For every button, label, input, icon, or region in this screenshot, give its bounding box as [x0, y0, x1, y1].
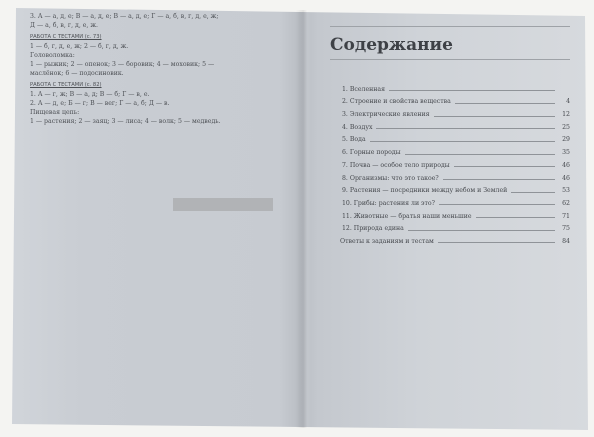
answer-line: 1 — рыжик; 2 — опенок; 3 — боровик; 4 — моховик; 5 —	[30, 61, 215, 68]
toc-entry-page: 75	[562, 225, 570, 233]
toc-leader	[454, 166, 555, 167]
answer-line: 1. А — г, ж; В — а, д; В — б; Г — в, е.	[30, 91, 150, 98]
toc-leader	[376, 128, 555, 129]
toc-entry-title: 2. Строение и свойства вещества	[342, 98, 451, 106]
toc-entry[interactable]	[330, 207, 570, 220]
toc-leader	[408, 230, 555, 231]
toc-entry[interactable]	[330, 169, 570, 182]
test-heading: РАБОТА С ТЕСТАМИ (с. 73)	[30, 34, 102, 40]
toc-entry[interactable]	[330, 156, 570, 169]
toc-entry-title: Ответы к заданиям и тестам	[340, 237, 434, 245]
toc-leader	[370, 141, 555, 142]
toc-entry-title: 11. Животные — братья наши меньшие	[342, 212, 472, 220]
toc-leader	[455, 103, 555, 104]
answer-line: 1 — растения; 2 — заяц; 3 — лиса; 4 — волк; 5 — медведь.	[30, 118, 221, 125]
toc-leader	[476, 217, 555, 218]
toc-entry-page: 53	[562, 187, 570, 195]
answer-line: 1 — б, г, д, е, ж; 2 — б, г, д, ж.	[30, 43, 129, 50]
toc-entry-title: 7. Почва — особое тело природы	[342, 161, 450, 169]
toc-entry-page: 71	[562, 212, 570, 220]
answer-line: Д — а, б, в, г, д, е, ж.	[30, 22, 99, 29]
toc-entry-title: 10. Грибы: растения ли это?	[342, 199, 435, 207]
toc-entry-page: 12	[562, 111, 570, 119]
toc-leader	[389, 90, 555, 91]
toc-entry[interactable]	[330, 105, 570, 118]
toc-leader	[439, 204, 555, 205]
page-title: Содержание	[330, 35, 453, 55]
toc-entry[interactable]	[330, 182, 570, 195]
toc-entry-page: 29	[562, 136, 570, 144]
answer-line: 3. А — а, д, е; В — а, д, е; В — а, д, е; Г — а, б, в, г, д, е, ж;	[30, 13, 219, 20]
title-rule	[330, 59, 570, 60]
toc-entry[interactable]	[330, 93, 570, 106]
toc-entry-page: 46	[562, 174, 570, 182]
toc-entry-title: 12. Природа едина	[342, 225, 404, 233]
toc-entry-page: 35	[562, 149, 570, 157]
left-page	[30, 12, 290, 126]
toc-entry[interactable]	[330, 232, 570, 245]
table-of-contents	[330, 80, 570, 245]
redaction-box	[173, 198, 273, 211]
top-rule	[330, 26, 570, 27]
toc-entry-title: 5. Вода	[342, 136, 366, 144]
toc-entry-title: 9. Растения — посредники между небом и Землей	[342, 187, 508, 195]
toc-entry-title: 8. Организмы: что это такое?	[342, 174, 439, 182]
toc-leader	[434, 116, 555, 117]
answer-line: Головоломка:	[30, 52, 75, 59]
toc-entry-title: 1. Вселенная	[342, 85, 385, 93]
toc-entry-page: 46	[562, 161, 570, 169]
answer-line: 2. А — д, е; Б — г; В — вег; Г — а, б; Д — в.	[30, 100, 170, 107]
toc-leader	[438, 242, 555, 243]
toc-entry[interactable]	[330, 220, 570, 233]
toc-leader	[405, 154, 555, 155]
toc-entry[interactable]	[330, 131, 570, 144]
answer-line: маслёнок; 6 — подосиновик.	[30, 70, 124, 77]
toc-leader	[511, 192, 555, 193]
toc-entry[interactable]	[330, 80, 570, 93]
book-gutter	[296, 10, 312, 428]
toc-entry[interactable]	[330, 194, 570, 207]
toc-entry[interactable]	[330, 118, 570, 131]
toc-entry-page: 4	[566, 98, 570, 106]
toc-entry-title: 6. Горные породы	[342, 149, 401, 157]
test-heading: РАБОТА С ТЕСТАМИ (с. 82)	[30, 82, 102, 88]
toc-entry-page: 25	[562, 123, 570, 131]
toc-entry-title: 4. Воздух	[342, 123, 373, 131]
toc-entry-page: 84	[562, 237, 570, 245]
toc-leader	[443, 179, 555, 180]
toc-entry[interactable]	[330, 143, 570, 156]
toc-entry-title: 3. Электрические явления	[342, 111, 430, 119]
toc-entry-page: 62	[562, 199, 570, 207]
answer-line: Пищевая цепь:	[30, 109, 80, 116]
right-page	[330, 26, 570, 245]
